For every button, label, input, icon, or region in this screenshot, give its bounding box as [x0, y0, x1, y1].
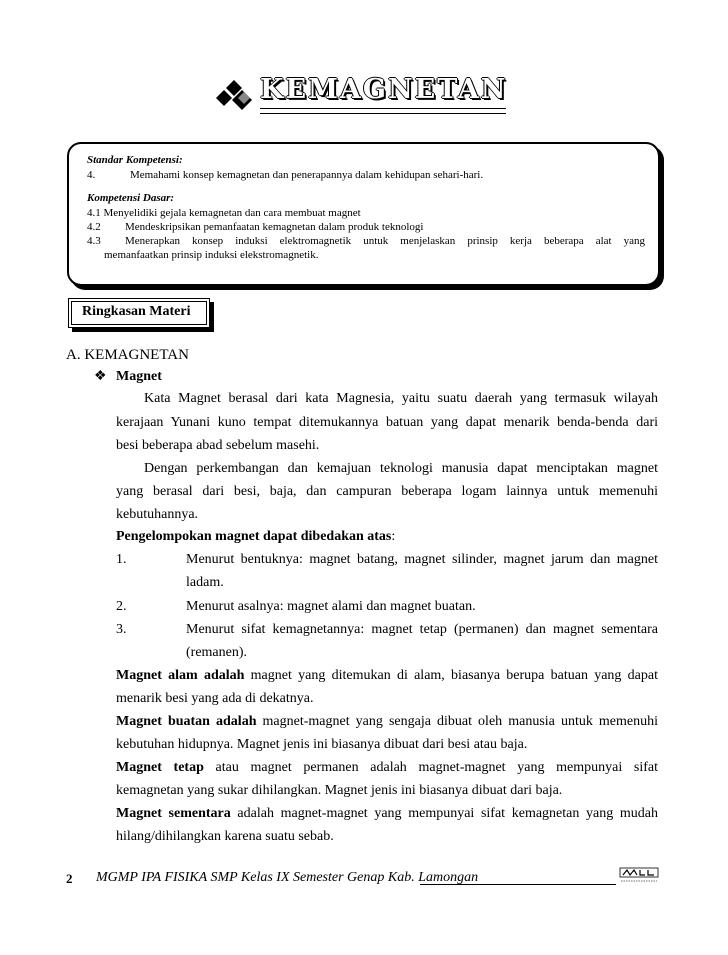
- def-sementara-term: Magnet sementara: [116, 806, 231, 821]
- def-tetap-term: Magnet tetap: [116, 760, 204, 775]
- def-sementara-line1: [116, 803, 658, 825]
- list-item-2-line1: Menurut asalnya: magnet alami dan magnet buatan.: [186, 599, 476, 614]
- page-number: 2: [66, 871, 73, 886]
- para2-line2: yang berasal dari besi, baja, dan campuran beberapa logam lainnya untuk memenuhi: [116, 484, 658, 499]
- kd-item-3-number: 4.3: [87, 235, 101, 247]
- def-tetap-text: atau magnet permanen adalah magnet-magnet yang mempunyai sifat: [203, 760, 658, 775]
- title-underline: [260, 113, 506, 114]
- def-alam-text: magnet yang ditemukan di alam, biasanya berupa batuan yang dapat: [244, 668, 658, 683]
- diamond-bullet-icon: ❖: [94, 369, 107, 384]
- title-underline: [260, 108, 506, 109]
- para1-line1: Kata Magnet berasal dari kata Magnesia, yaitu suatu daerah yang termasuk wilayah: [144, 391, 658, 406]
- list-item-3-line1: Menurut sifat kemagnetannya: magnet tetap (permanen) dan magnet sementara: [186, 622, 658, 637]
- sk-number: 4.: [87, 169, 96, 181]
- def-buatan-line2: kebutuhan hidupnya. Magnet jenis ini biasanya dibuat dari besi atau baja.: [116, 737, 528, 752]
- group-colon: :: [391, 529, 396, 544]
- list-number-1: 1.: [116, 552, 127, 567]
- def-buatan-line1: [116, 711, 658, 733]
- section-heading: A. KEMAGNETAN: [66, 347, 189, 363]
- list-item-3-line2: (remanen).: [186, 645, 248, 660]
- magnet-heading: Magnet: [116, 369, 162, 384]
- para1-line2: kerajaan Yunani kuno tempat ditemukannya batuan yang dapat menarik benda-benda dari: [116, 415, 658, 430]
- def-alam-line2: menarik besi yang ada di dekatnya.: [116, 691, 314, 706]
- kd-item-2-number: 4.2: [87, 221, 101, 233]
- list-number-3: 3.: [116, 622, 127, 637]
- footer-text: MGMP IPA FISIKA SMP Kelas IX Semester Genap Kab. Lamongan: [96, 870, 479, 885]
- def-buatan-text: magnet-magnet yang sengaja dibuat oleh manusia untuk memenuhi: [256, 714, 658, 729]
- kd-item-3-line-2: memanfaatkan prinsip induksi elekstromagnetik.: [104, 249, 319, 261]
- title-block: [216, 74, 506, 118]
- def-alam-term: Magnet alam adalah: [116, 668, 245, 683]
- list-number-2: 2.: [116, 599, 127, 614]
- diamond-bullet-icon: [216, 78, 260, 114]
- def-sementara-text: adalah magnet-magnet yang mempunyai sifat kemagnetan yang mudah: [230, 806, 659, 821]
- def-alam-line1: [116, 665, 658, 687]
- def-sementara-line2: hilang/dihilangkan karena suatu sebab.: [116, 829, 334, 844]
- list-item-1-line2: ladam.: [186, 575, 224, 590]
- publisher-logo-icon: [618, 864, 660, 886]
- para1-line3: besi beberapa abad sebelum masehi.: [116, 438, 320, 453]
- sk-heading: Standar Kompetensi:: [87, 154, 183, 166]
- para2-line1: Dengan perkembangan dan kemajuan teknologi manusia dapat menciptakan magnet: [144, 461, 658, 476]
- kd-item-2-text: Mendeskripsikan pemanfaatan kemagnetan dalam produk teknologi: [125, 221, 424, 233]
- ringkasan-label: Ringkasan Materi: [82, 304, 191, 319]
- group-heading-line: [116, 526, 395, 548]
- group-heading: Pengelompokan magnet dapat dibedakan atas: [116, 529, 392, 544]
- def-buatan-term: Magnet buatan adalah: [116, 714, 257, 729]
- page-title: KEMAGNETAN: [260, 74, 508, 105]
- def-tetap-line1: [116, 757, 658, 779]
- kd-heading: Kompetensi Dasar:: [87, 192, 175, 204]
- def-tetap-line2: kemagnetan yang sukar dihilangkan. Magnet jenis ini biasanya dibuat dari baja.: [116, 783, 563, 798]
- kd-item-3-line-1: Menerapkan konsep induksi elektromagnetik untuk menjelaskan prinsip kerja beberapa alat yang: [125, 235, 645, 247]
- kd-item-1: 4.1 Menyelidiki gejala kemagnetan dan cara membuat magnet: [87, 207, 361, 219]
- list-item-1-line1: Menurut bentuknya: magnet batang, magnet silinder, magnet jarum dan magnet: [186, 552, 658, 567]
- sk-text: Memahami konsep kemagnetan dan penerapannya dalam kehidupan sehari-hari.: [130, 169, 484, 181]
- footer-rule: [420, 884, 616, 885]
- para2-line3: kebutuhannya.: [116, 507, 199, 522]
